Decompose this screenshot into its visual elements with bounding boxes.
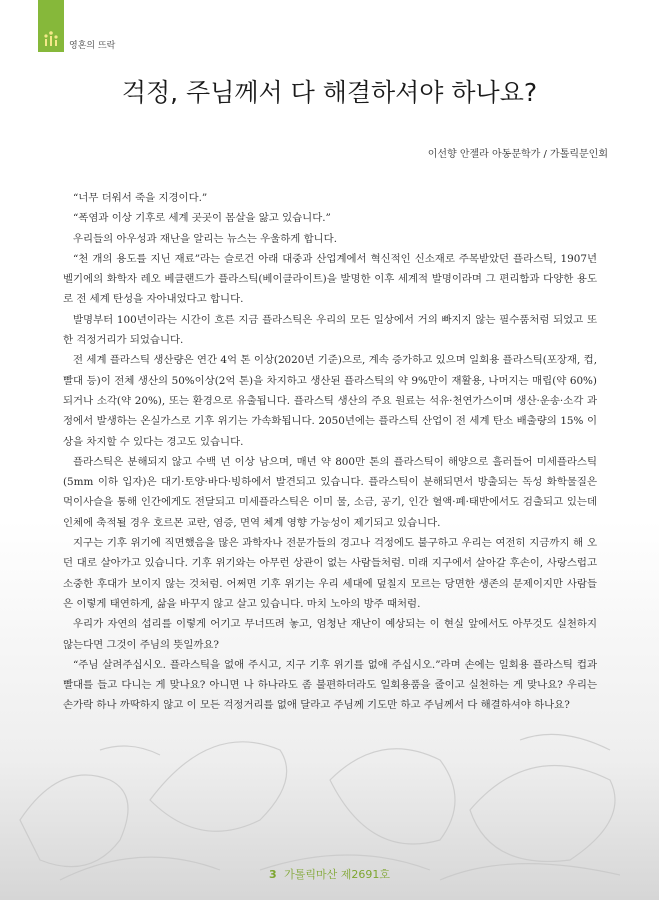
paragraph: 플라스틱은 분해되지 않고 수백 년 이상 남으며, 매년 약 800만 톤의 플라스틱이 해양으로 흘러들어 미세플라스틱(5mm 이하 입자)은 대기·토양·바다·빙하에서 발견되고 있습니다. 플라스틱이 분해되면서 방출되는 독성 화학물질은 먹이사슬을 통해 인간에게도 전달되고 미세플라스틱은 이미 물, 소금, 공기, 인간 혈액·폐·태반에서도 검출되고 있는데 인체에 축적될 경우 호르몬 교란, 염증, 면역 체계 영향 가능성이 제기되고 있습니다. — [63, 455, 597, 529]
paragraph: “너무 더워서 죽을 지경이다.” — [73, 192, 208, 204]
author-byline: 이선향 안젤라 아동문학가 / 가톨릭문인회 — [427, 149, 608, 160]
article-body — [63, 188, 597, 716]
paragraph: “주님 살려주십시오. 플라스틱을 없애 주시고, 지구 기후 위기를 없애 주십시오.”라며 손에는 일회용 플라스틱 컵과 빨대를 들고 다니는 게 맞나요? 아니면 나 하나라도 좀 불편하더라도 일회용품을 줄이고 실천하는 게 맞나요? 우리는 손가락 하나 까딱하지 않고 이 모든 걱정거리를 없애 달라고 주님께 기도만 하고 주님께서 다 해결하셔야 하나요? — [63, 658, 597, 712]
page-number: 3 — [268, 868, 277, 881]
paragraph: 우리가 자연의 섭리를 이렇게 어기고 무너뜨려 놓고, 엄청난 재난이 예상되는 이 현실 앞에서도 아무것도 실천하지 않는다면 그것이 주님의 뜻일까요? — [63, 618, 597, 651]
paragraph: “천 개의 용도를 지닌 재료”라는 슬로건 아래 대중과 산업계에서 혁신적인 신소재로 주목받았던 플라스틱, 1907년 벨기에의 화학자 레오 베클랜드가 플라스틱(베이클라이트)을 발명한 이후 세계적 발명이라며 그 편리함과 다양한 용도로 전 세계 탄성을 자아내었다고 합니다. — [63, 252, 597, 306]
candle-icon — [38, 0, 64, 52]
section-logo — [38, 0, 64, 52]
paragraph: 발명부터 100년이라는 시간이 흐른 지금 플라스틱은 우리의 모든 일상에서 거의 빠지지 않는 필수품처럼 되었고 또한 걱정거리가 되었습니다. — [63, 313, 597, 347]
article-title: 걱정, 주님께서 다 해결하셔야 하나요? — [121, 78, 538, 107]
publication-info: 가톨릭마산 제2691호 — [284, 868, 391, 881]
paragraph: 지구는 기후 위기에 직면했음을 많은 과학자나 전문가들의 경고나 걱정에도 불구하고 우리는 여전히 지금까지 해 오던 대로 살아가고 있습니다. 기후 위기와는 아무런 상관이 없는 사람들처럼. 미래 지구에서 살아갈 후손이, 사랑스럽고 소중한 후대가 보이지 않는 것처럼. 어쩌면 기후 위기는 우리 세대에 덮칠지 모르는 당면한 생존의 문제이지만 사람들은 이렇게 태연하게, 삶을 바꾸지 않고 살고 있습니다. 마치 노아의 방주 때처럼. — [63, 537, 597, 610]
section-label: 영혼의 뜨락 — [69, 41, 116, 51]
paragraph: “폭염과 이상 기후로 세계 곳곳이 몸살을 앓고 있습니다.” — [73, 212, 331, 225]
paragraph: 우리들의 아우성과 재난을 알리는 뉴스는 우울하게 합니다. — [73, 232, 338, 245]
paragraph: 전 세계 플라스틱 생산량은 연간 4억 톤 이상(2020년 기준)으로, 계속 증가하고 있으며 일회용 플라스틱(포장재, 컵, 빨대 등)이 전체 생산의 50%이상(2억 톤)을 차지하고 생산된 플라스틱의 약 9%만이 재활용, 나머지는 매립(약 60%)되거나 소각(약 20%), 또는 환경으로 유출됩니다. 플라스틱 생산의 주요 원료는 석유·천연가스이며 생산·운송·소각 과정에서 발생하는 온실가스로 기후 위기는 가속화됩니다. 2050년에는 플라스틱 산업이 전 세계 탄소 배출량의 15% 이상을 차지할 수 있다는 경고도 있습니다. — [63, 354, 597, 448]
page-footer — [0, 866, 659, 882]
